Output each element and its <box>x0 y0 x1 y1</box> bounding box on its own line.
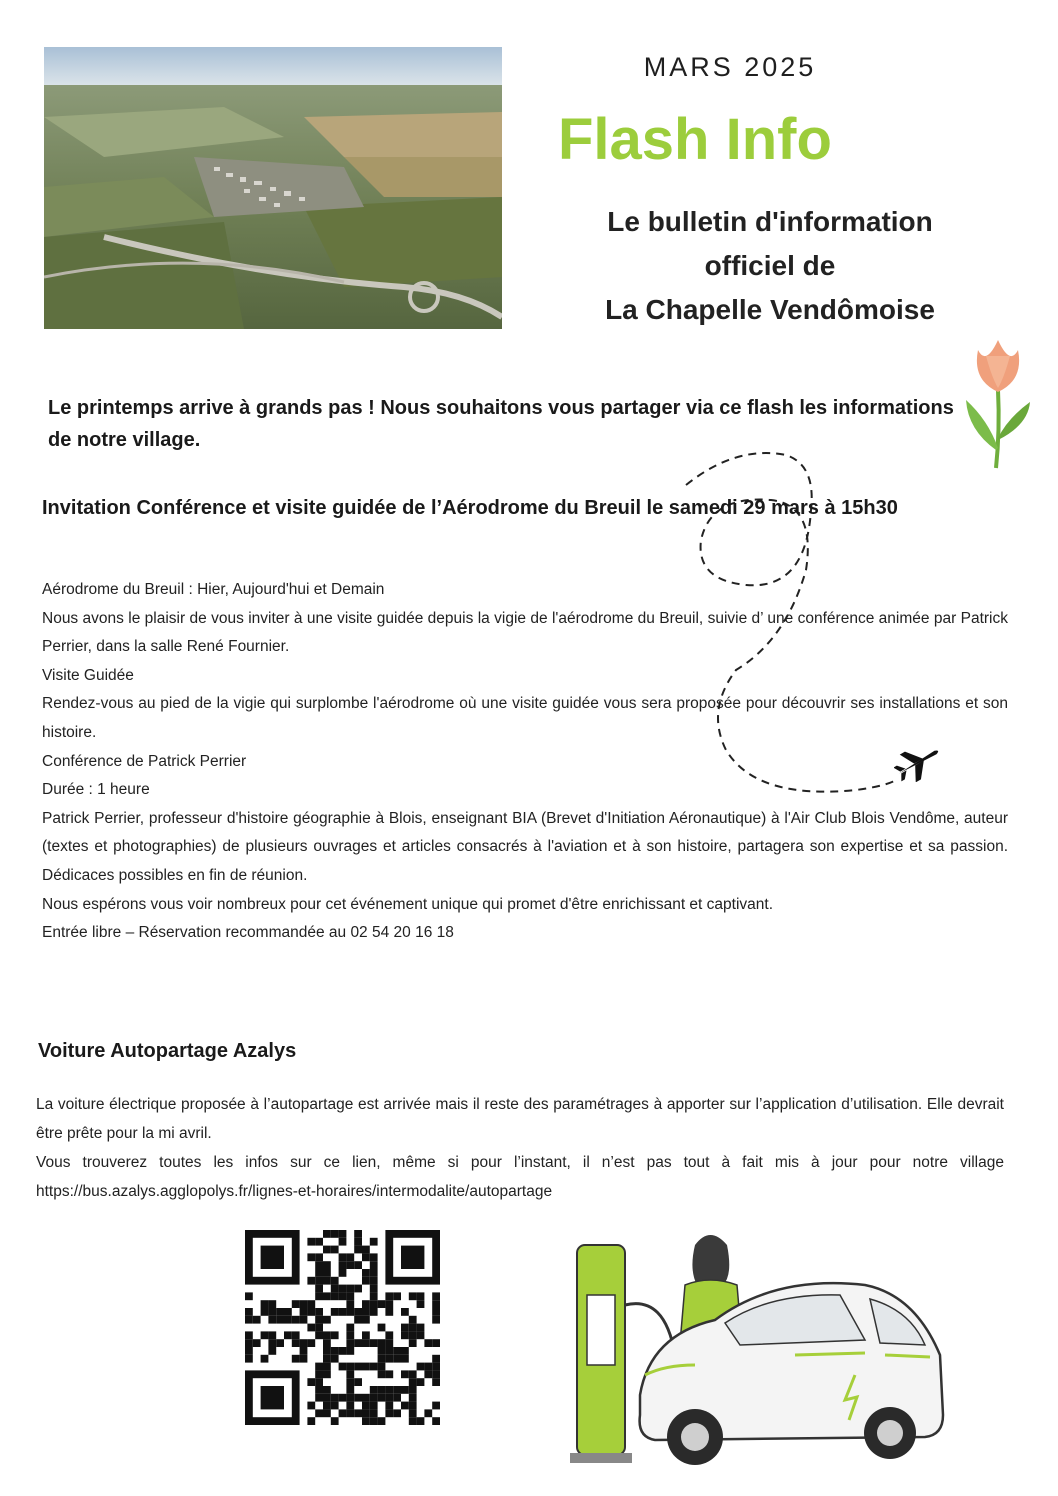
body-line: Aérodrome du Breuil : Hier, Aujourd'hui et Demain <box>42 581 385 598</box>
body-line: Nous espérons vous voir nombreux pour cet événement unique qui promet d'être enrichissant et captivant. <box>42 895 774 913</box>
subtitle-line: officiel de <box>704 250 836 281</box>
body-line: Rendez-vous au pied de la vigie qui surplombe l'aérodrome où une visite guidée vous sera proposée pour découvrir ses installations et son histoire. <box>42 695 1008 741</box>
intro-text: Le printemps arrive à grands pas ! Nous souhaitons vous partager via ce flash les informations de notre village. <box>48 397 954 451</box>
page-title: Flash Info <box>558 107 832 172</box>
body-line: Entrée libre – Réservation recommandée au 02 54 20 16 18 <box>42 924 454 942</box>
body-line: Visite Guidée <box>42 666 134 684</box>
subtitle-line: La Chapelle Vendômoise <box>605 294 935 325</box>
body-line: La voiture électrique proposée à l’autopartage est arrivée mais il reste des paramétrages à apporter sur l’application d’utilisation. Elle devrait être prête pour la mi avril. <box>36 1096 1004 1142</box>
aerodrome-section-title: Invitation Conférence et visite guidée de l’Aérodrome du Breuil le samedi 29 mars à 15h30 <box>42 497 898 519</box>
qr-code-icon[interactable] <box>245 1230 440 1425</box>
autopartage-section-body <box>36 1090 1004 1206</box>
body-line: Patrick Perrier, professeur d'histoire géographie à Blois, enseignant BIA (Brevet d'Initiation Aéronautique) à l'Air Club Blois Vendôme, auteur (textes et photographies) de plusieurs ouvrages et articles consacrés à l'aviation et à son histoire, partagera son expertise et sa passion. Dédicaces possibles en fin de réunion. <box>42 809 1008 884</box>
electric-car-charging-illustration <box>565 1215 955 1480</box>
body-line: Nous avons le plaisir de vous inviter à une visite guidée depuis la vigie de l'aérodrome du Breuil, suivie d’ une conférence animée par Patrick Perrier, dans la salle René Fournier. <box>42 609 1008 656</box>
aerial-village-photo <box>44 47 502 329</box>
body-line: Vous trouverez toutes les infos sur ce lien, même si pour l’instant, il n’est pas tout à fait mis à jour pour notre village https://bus.azalys.agglopolys.fr/lignes-et-horaires/intermodalite/autopartage <box>36 1154 1004 1200</box>
subtitle-line: Le bulletin d'information <box>607 206 933 237</box>
aerodrome-section-body <box>42 576 1008 948</box>
body-line: Durée : 1 heure <box>42 781 150 799</box>
autopartage-section-title: Voiture Autopartage Azalys <box>38 1040 297 1062</box>
page-subtitle <box>520 200 1020 332</box>
issue-date: MARS 2025 <box>643 52 817 82</box>
body-line: Conférence de Patrick Perrier <box>42 752 247 770</box>
